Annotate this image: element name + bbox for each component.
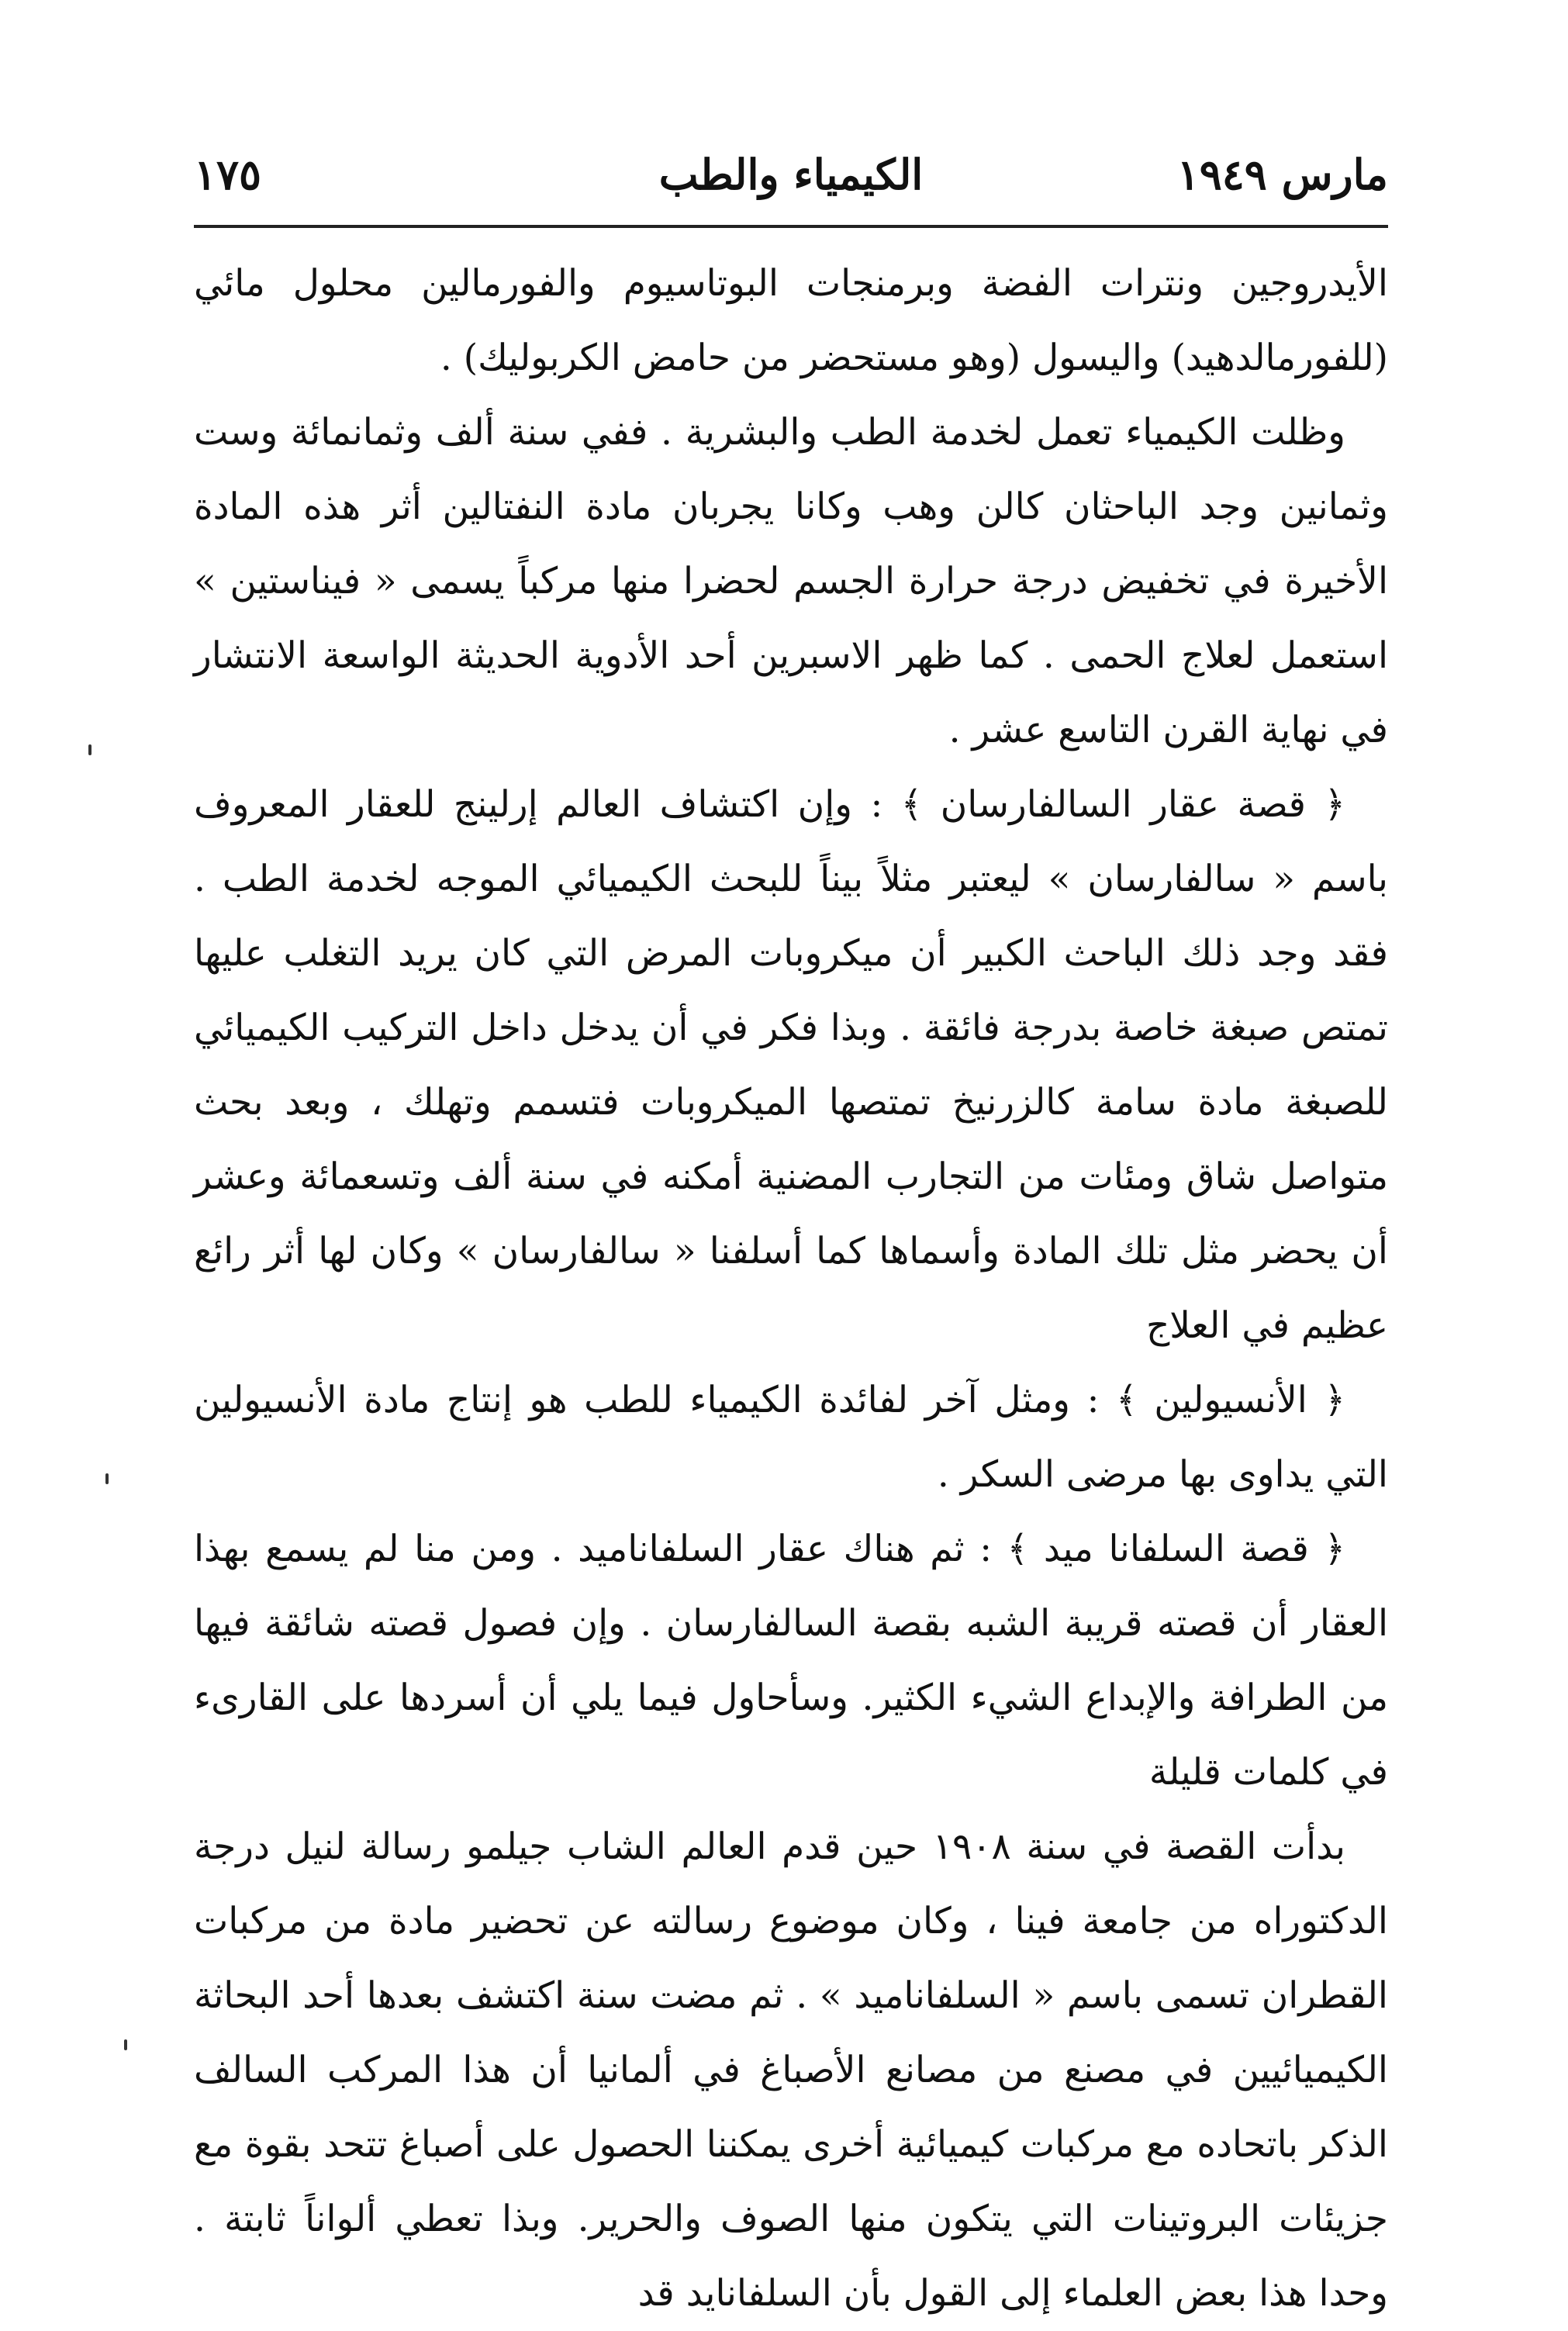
header-title: الكيمياء والطب (658, 150, 924, 199)
paragraph-1: الأيدروجين ونترات الفضة وبرمنجات البوتاسيوم والفورمالين محلول مائي (للفورمالدهيد) واليسول (وهو مستحضر من حامض الكربوليك) . (194, 262, 1388, 379)
page-number: ١٧٥ (194, 150, 262, 199)
paragraph-story-start: بدأت القصة في سنة ١٩٠٨ حين قدم العالم الشاب جيلمو رسالة لنيل درجة الدكتوراه من جامعة فينا ، وكان موضوع رسالته عن تحضير مادة من مركبات القطران تسمى باسم « السلفاناميد » . ثم مضت سنة اكتشف بعدها أحد البحاثة الكيميائيين في مصنع من مصانع الأصباغ في ألمانيا أن هذا المركب السالف الذكر باتحاده مع مركبات كيميائية أخرى يمكننا الحصول على أصباغ تتحد بقوة مع جزيئات البروتينات التي يتكون منها الصوف والحرير. وبذا تعطي ألواناً ثابتة . وحدا هذا بعض العلماء إلى القول بأن السلفانايد قد (194, 1825, 1388, 2315)
paragraph-2: وظلت الكيمياء تعمل لخدمة الطب والبشرية . ففي سنة ألف وثمانمائة وست وثمانين وجد الباحثان كالن وهب وكانا يجربان مادة النفتالين أثر هذه المادة الأخيرة في تخفيض درجة حرارة الجسم لحضرا منها مركباً يسمى « فيناستين » استعمل لعلاج الحمى . كما ظهر الاسبرين أحد الأدوية الحديثة الواسعة الانتشار في نهاية القرن التاسع عشر . (194, 411, 1388, 751)
margin-mark (88, 744, 92, 755)
article-body (194, 247, 1388, 2331)
paragraph-sulfanilamide: ﴿ قصة السلفانا ميد ﴾ : ثم هناك عقار السلفاناميد . ومن منا لم يسمع بهذا العقار أن قصته قريبة الشبه بقصة السالفارسان . وإن فصول قصته شائقة فيها من الطرافة والإبداع الشيء الكثير. وسأحاول فيما يلي أن أسردها على القارىء في كلمات قليلة (194, 1528, 1388, 1794)
margin-mark (124, 2039, 127, 2050)
paragraph-insulin: ﴿ الأنسيولين ﴾ : ومثل آخر لفائدة الكيمياء للطب هو إنتاج مادة الأنسيولين التي يداوى بها مرضى السكر . (194, 1379, 1388, 1496)
margin-mark (105, 1473, 109, 1484)
page-header (194, 140, 1388, 209)
paragraph-salvarsan: ﴿ قصة عقار السالفارسان ﴾ : وإن اكتشاف العالم إرلينج للعقار المعروف باسم « سالفارسان » ليعتبر مثلاً بيناً للبحث الكيميائي الموجه لخدمة الطب . فقد وجد ذلك الباحث الكبير أن ميكروبات المرض التي كان يريد التغلب عليها تمتص صبغة خاصة بدرجة فائقة . وبذا فكر في أن يدخل داخل التركيب الكيميائي للصبغة مادة سامة كالزرنيخ تمتصها الميكروبات فتسمم وتهلك ، وبعد بحث متواصل شاق ومئات من التجارب المضنية أمكنه في سنة ألف وتسعمائة وعشر أن يحضر مثل تلك المادة وأسماها كما أسلفنا « سالفارسان » وكان لها أثر رائع عظيم في العلاج (194, 783, 1388, 1347)
header-rule (194, 225, 1388, 228)
header-date: مارس ١٩٤٩ (1176, 150, 1388, 199)
